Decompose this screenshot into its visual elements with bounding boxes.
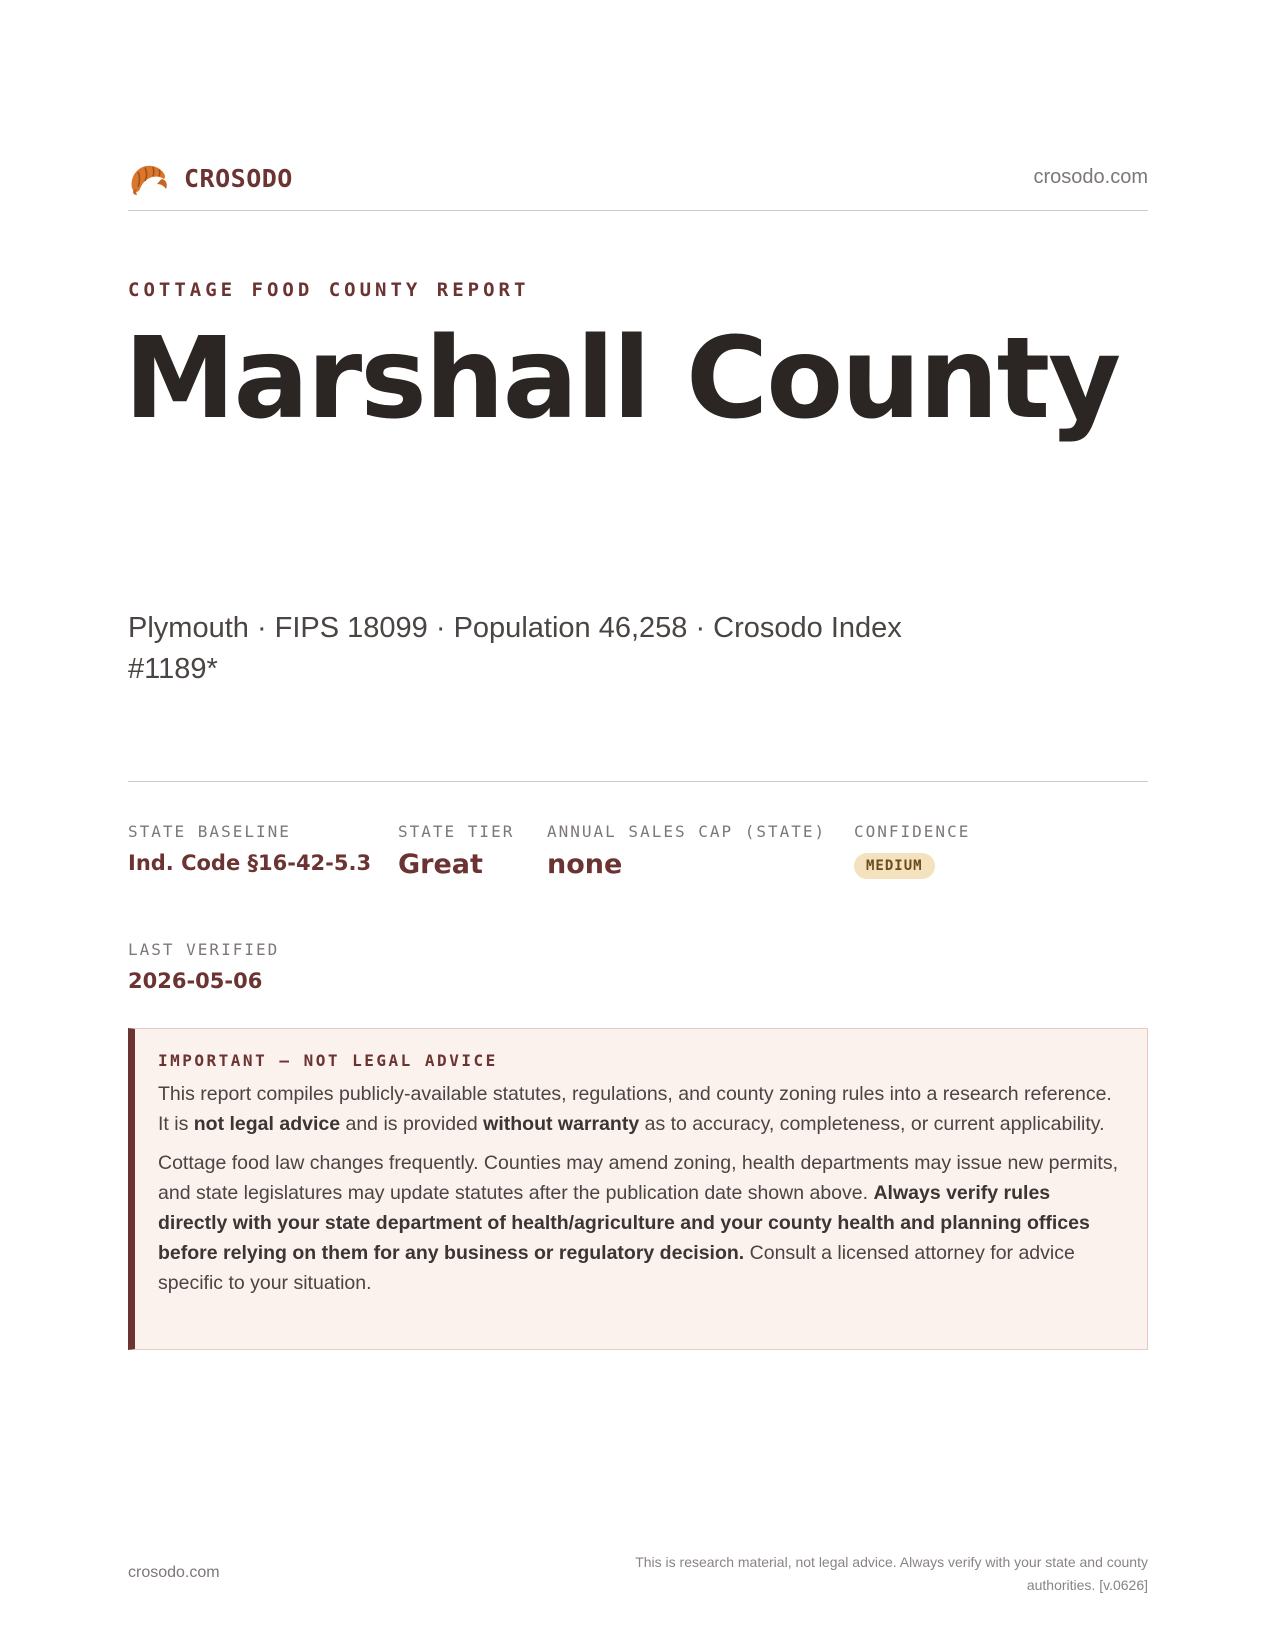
notice-text: Consult a licensed attorney for advice specific to your situation. [158,1242,1075,1294]
fact-state-baseline [128,822,371,875]
legal-notice [128,1028,1148,1350]
page-header [128,158,1148,211]
fact-label: ANNUAL SALES CAP (STATE) [547,822,827,841]
section-divider [128,781,1148,782]
notice-emphasis: not legal advice [193,1113,341,1135]
report-eyebrow: COTTAGE FOOD COUNTY REPORT [128,279,530,301]
notice-text: as to accuracy, completeness, or current applicability. [639,1113,1105,1135]
site-link[interactable]: crosodo.com [1033,166,1148,188]
fact-label: LAST VERIFIED [128,940,280,959]
county-summary: Plymouth · FIPS 18099 · Population 46,258 · Crosodo Index #1189* [128,612,902,685]
fact-state-tier [398,822,514,880]
footer-site-link[interactable]: crosodo.com [128,1564,220,1581]
fact-last-verified [128,940,279,993]
footer-disclaimer: This is research material, not legal advice. Always verify with your state and county authorities. [v.0626] [635,1554,1148,1593]
fact-value: Ind. Code §16-42-5.3 [128,851,372,875]
fact-value: Great [398,849,483,880]
fact-annual-sales-cap [547,822,826,880]
notice-text: and is provided [340,1113,484,1135]
fact-label: STATE BASELINE [128,822,291,841]
brand [128,158,293,198]
croissant-icon [128,158,170,198]
notice-title: IMPORTANT — NOT LEGAL ADVICE [158,1051,498,1070]
brand-name: CROSODO [184,163,293,193]
fact-label: CONFIDENCE [854,822,971,841]
fact-label: STATE TIER [398,822,515,841]
notice-paragraph-2 [158,1148,1123,1298]
fact-confidence [854,822,970,879]
report-page [124,0,1148,1650]
notice-text: This report compiles publicly-available statutes, regulations, and county zoning rules into a research reference. It is [158,1083,1112,1135]
confidence-badge: MEDIUM [854,853,935,879]
page-title: Marshall County [124,314,1120,444]
fact-value: none [547,849,623,880]
fact-value: 2026-05-06 [128,969,263,993]
notice-emphasis: without warranty [483,1113,640,1135]
notice-paragraph-1 [158,1079,1123,1139]
notice-emphasis: Always verify rules directly with your state department of health/agriculture and your county health and planning offices before relying on them for any business or regulatory decision. [158,1182,1090,1264]
notice-text: Cottage food law changes frequently. Counties may amend zoning, health departments may issue new permits, and state legislatures may update statutes after the publication date shown above. [158,1152,1118,1204]
